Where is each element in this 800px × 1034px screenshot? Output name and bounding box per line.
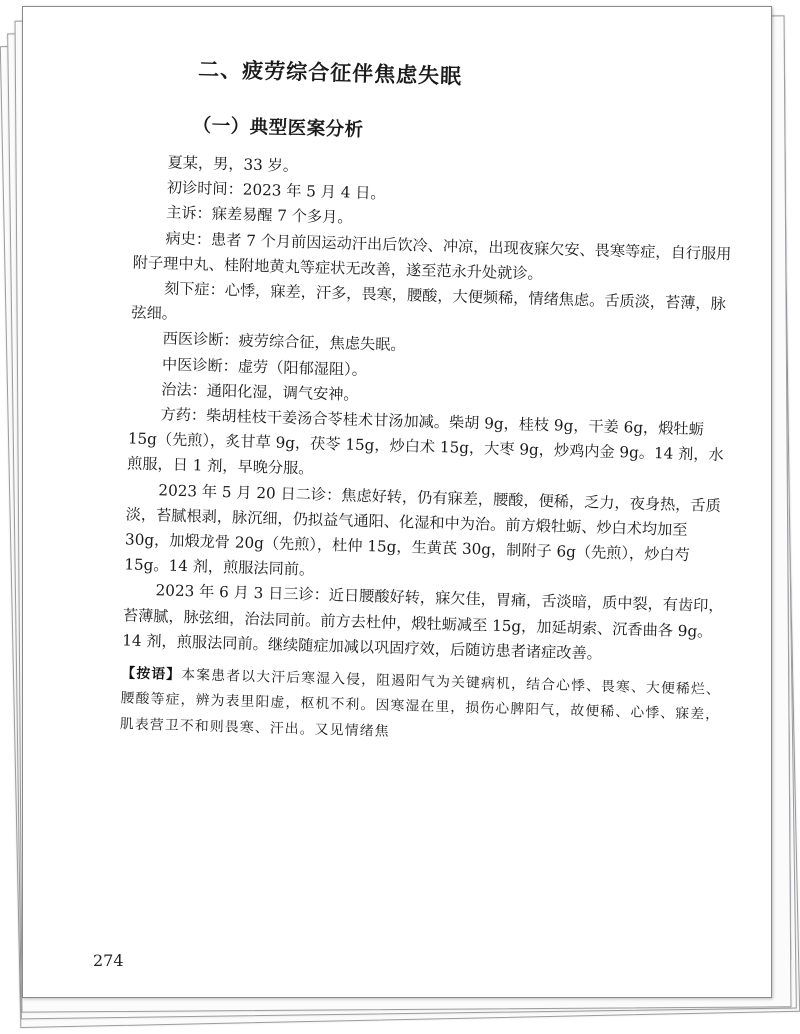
paragraph: 西医诊断：疲劳综合征，焦虑失眠。 [162,329,406,355]
paragraph: 2023 年 6 月 3 日三诊：近日腰酸好转，寐欠佳，胃痛，舌淡暗，质中裂，有齿印，苔薄腻，脉弦细，治法同前。前方去杜仲，煅牡蛎减至 15g，加延胡索、沉香曲各 9g。14 剂，煎服法同前。继续随症加减以巩固疗效，后随访患者诸症改善。 [121,581,724,663]
page-number: 274 [93,951,124,970]
section-heading: 二、疲劳综合征伴焦虑失眠 [197,57,463,89]
paragraph: 主诉：寐差易醒 7 个多月。 [165,203,353,228]
page-content [28,39,747,755]
paragraph: 夏某，男，33 岁。 [167,153,299,176]
commentary-text: 本案患者以大汗后寒湿入侵，阻遏阳气为关键病机，结合心悸、畏寒、大便稀烂、腰酸等症，辨为表里阳虚，枢机不利。因寒湿在里，损伤心脾阳气，故便稀、心悸、寐差，肌表营卫不和则畏寒、汗出。又见情绪焦 [119,667,722,740]
commentary-paragraph [120,661,730,754]
paragraph: 刻下症：心悸，寐差，汗多，畏寒，腰酸，大便频稀，情绪焦虑。舌质淡，苔薄，脉弦细。 [131,279,727,323]
subsection-heading: （一）典型医案分析 [192,115,364,141]
paragraph: 病史：患者 7 个月前因运动汗出后饮冷、冲凉，出现夜寐欠安、畏寒等症，自行服用附子理中丸、桂附地黄丸等症状无改善，遂至范永升处就诊。 [132,228,732,283]
paragraph: 初诊时间：2023 年 5 月 4 日。 [166,178,386,203]
paragraph: 方药：柴胡桂枝干姜汤合苓桂术甘汤加减。柴胡 9g，桂枝 9g，干姜 6g，煅牡蛎 15g（先煎），炙甘草 9g，茯苓 15g，炒白术 15g，大枣 9g，炒鸡内金 9g。14 剂，水煎服，日 1 剂，早晚分服。 [126,405,724,479]
paragraph: 2023 年 5 月 20 日二诊：焦虑好转，仍有寐差，腰酸，便稀，乏力，夜身热，舌质淡，苔腻根剥，脉沉细，仍拟益气通阳、化湿和中为治。前方煅牡蛎、炒白术均加至 30g，加煅龙骨 20g（先煎），杜仲 15g，生黄芪 30g，制附子 6g（先煎），炒白芍 15g。14 剂，煎服法同前。 [124,480,722,579]
case-body [120,150,744,755]
book-page [22,6,772,998]
paragraph: 中医诊断：虚劳（阳郁湿阻）。 [161,354,368,379]
commentary-tag: 【按语】 [121,665,182,684]
paragraph: 治法：通阳化湿，调气安神。 [161,380,359,404]
